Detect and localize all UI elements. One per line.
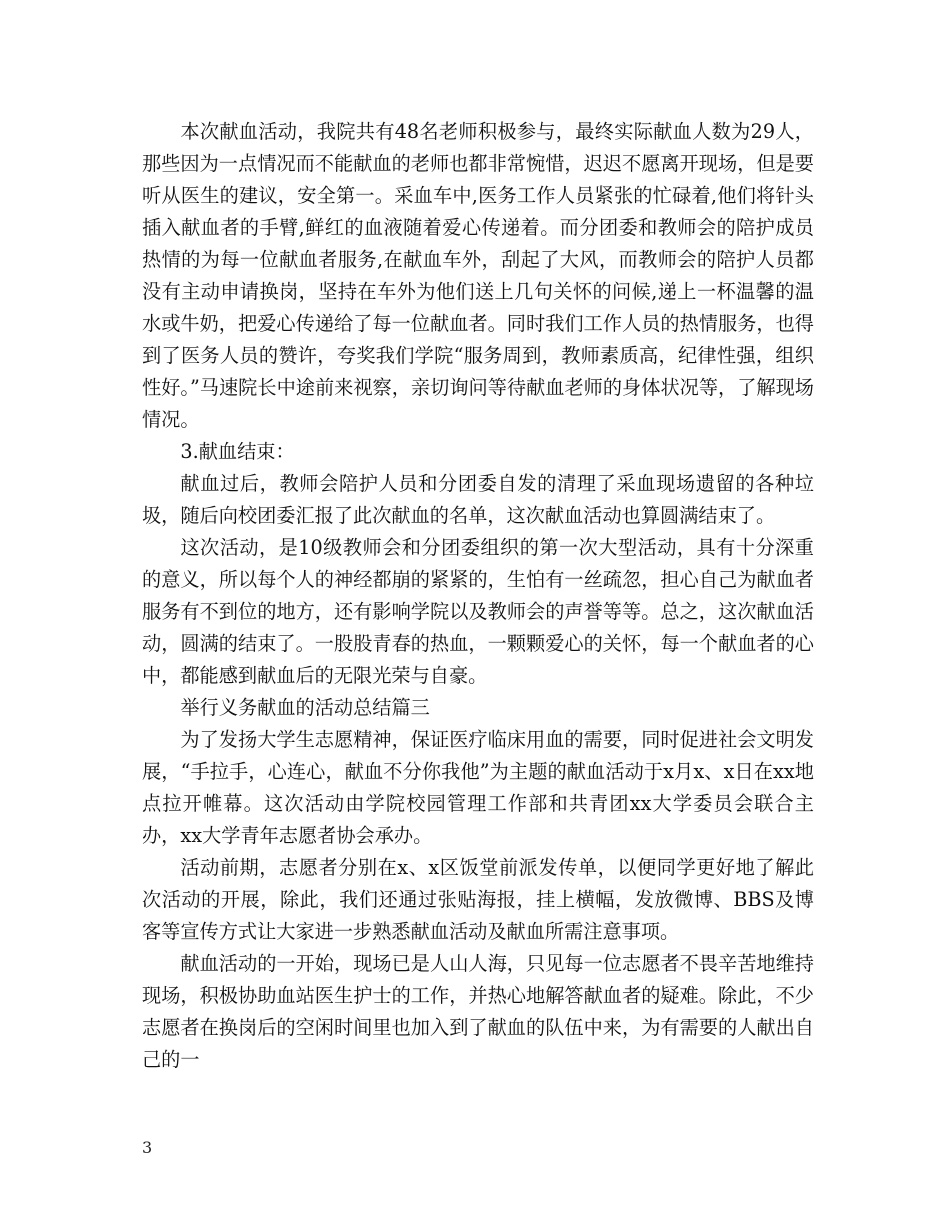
section-heading-donation-end: 3.献血结束： xyxy=(180,440,295,463)
page-number: 3 xyxy=(142,1138,153,1157)
paragraph-event-intro: 为了发扬大学生志愿精神，保证医疗临床用血的需要，同时促进社会文明发展，“手拉手，心连心，献血不分你我他”为主题的献血活动于x月x、x日在xx地点拉开帷幕。这次活动由学院校园管理工作部和共青团xx大学委员会联合主办，xx大学青年志愿者协会承办。 xyxy=(142,728,814,847)
paragraph-volunteers: 献血活动的一开始，现场已是人山人海，只见每一位志愿者不畏辛苦地维持现场，积极协助血站医生护士的工作，并热心地解答献血者的疑难。除此，不少志愿者在换岗后的空闲时间里也加入到了献血的队伍中来，为有需要的人献出自己的一 xyxy=(142,952,814,1071)
section-heading-summary-three: 举行义务献血的活动总结篇三 xyxy=(180,696,430,719)
paragraph-cleanup: 献血过后，教师会陪护人员和分团委自发的清理了采血现场遗留的各种垃圾，随后向校团委汇报了此次献血的名单，这次献血活动也算圆满结束了。 xyxy=(142,472,814,527)
paragraph-significance: 这次活动，是10级教师会和分团委组织的第一次大型活动，具有十分深重的意义，所以每个人的神经都崩的紧紧的，生怕有一丝疏忽，担心自己为献血者服务有不到位的地方，还有影响学院以及教师会的声誉等等。总之，这次献血活动，圆满的结束了。一股股青春的热血，一颗颗爱心的关怀，每一个献血者的心中，都能感到献血后的无限光荣与自豪。 xyxy=(142,536,814,687)
document-body xyxy=(142,116,814,1076)
paragraph-publicity: 活动前期，志愿者分别在x、x区饭堂前派发传单，以便同学更好地了解此次活动的开展，除此，我们还通过张贴海报，挂上横幅，发放微博、BBS及博客等宣传方式让大家进一步熟悉献血活动及献血所需注意事项。 xyxy=(142,856,814,943)
paragraph-donation-process: 本次献血活动，我院共有48名老师积极参与，最终实际献血人数为29人，那些因为一点情况而不能献血的老师也都非常惋惜，迟迟不愿离开现场，但是要听从医生的建议，安全第一。采血车中,医务工作人员紧张的忙碌着,他们将针头插入献血者的手臂,鲜红的血液随着爱心传递着。而分团委和教师会的陪护成员热情的为每一位献血者服务,在献血车外，刮起了大风，而教师会的陪护人员都没有主动申请换岗，坚持在车外为他们送上几句关怀的问候,递上一杯温馨的温水或牛奶，把爱心传递给了每一位献血者。同时我们工作人员的热情服务，也得到了医务人员的赞许，夸奖我们学院“服务周到，教师素质高，纪律性强，组织性好。”马速院长中途前来视察，亲切询问等待献血老师的身体状况等，了解现场情况。 xyxy=(142,120,814,431)
